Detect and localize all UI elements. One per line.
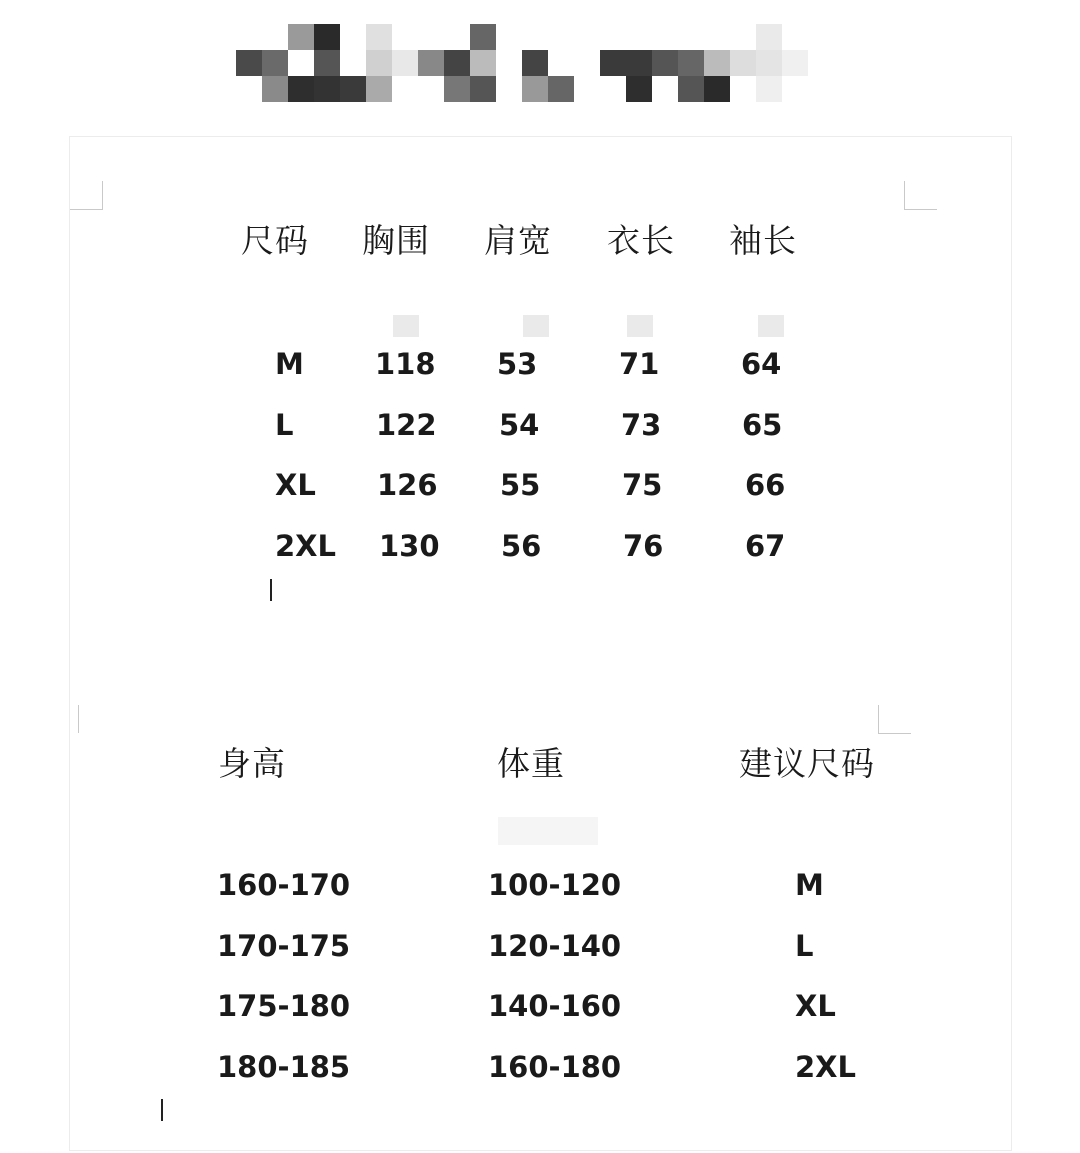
recommend-cell: XL [795, 989, 836, 1023]
size-cell: 130 [379, 529, 440, 563]
size-cell: 66 [745, 468, 786, 502]
size-cell: 2XL [275, 529, 337, 563]
size-cell: L [275, 408, 294, 442]
document-page [69, 136, 1012, 1151]
size-cell: 65 [742, 408, 783, 442]
recommend-cell: 160-170 [217, 868, 351, 902]
recommend-cell: M [795, 868, 824, 902]
crop-mark [70, 181, 103, 210]
size-cell: 54 [499, 408, 540, 442]
crop-mark [904, 181, 937, 210]
size-cell: 67 [745, 529, 786, 563]
size-cell: 55 [500, 468, 541, 502]
size-header-size: 尺码 [241, 221, 309, 260]
recommend-cell: 140-160 [488, 989, 622, 1023]
size-cell: 126 [377, 468, 438, 502]
size-header-shoulder: 肩宽 [484, 221, 552, 260]
recommend-header-weight: 体重 [497, 744, 565, 783]
size-cell: 71 [619, 347, 660, 381]
recommend-header-size: 建议尺码 [739, 744, 875, 783]
recommend-cell: 120-140 [488, 929, 622, 963]
size-header-chest: 胸围 [362, 221, 430, 260]
size-header-sleeve: 袖长 [729, 221, 797, 260]
blurred-title-mosaic [232, 24, 812, 104]
size-cell: 122 [376, 408, 437, 442]
recommend-cell: 180-185 [217, 1050, 351, 1084]
recommend-cell: 2XL [795, 1050, 857, 1084]
text-cursor [161, 1099, 163, 1121]
size-cell: 64 [741, 347, 782, 381]
size-cell: 53 [497, 347, 538, 381]
recommend-cell: 160-180 [488, 1050, 622, 1084]
text-cursor [270, 579, 272, 601]
recommend-cell: 170-175 [217, 929, 351, 963]
size-header-length: 衣长 [607, 221, 675, 260]
recommend-header-height: 身高 [218, 744, 286, 783]
size-cell: 75 [622, 468, 663, 502]
size-cell: XL [275, 468, 316, 502]
size-cell: 56 [501, 529, 542, 563]
crop-mark [878, 705, 911, 734]
recommend-cell: 175-180 [217, 989, 351, 1023]
size-cell: M [275, 347, 304, 381]
recommend-cell: L [795, 929, 814, 963]
size-cell: 118 [375, 347, 436, 381]
recommend-cell: 100-120 [488, 868, 622, 902]
size-cell: 73 [621, 408, 662, 442]
crop-mark [70, 705, 79, 733]
size-cell: 76 [623, 529, 664, 563]
